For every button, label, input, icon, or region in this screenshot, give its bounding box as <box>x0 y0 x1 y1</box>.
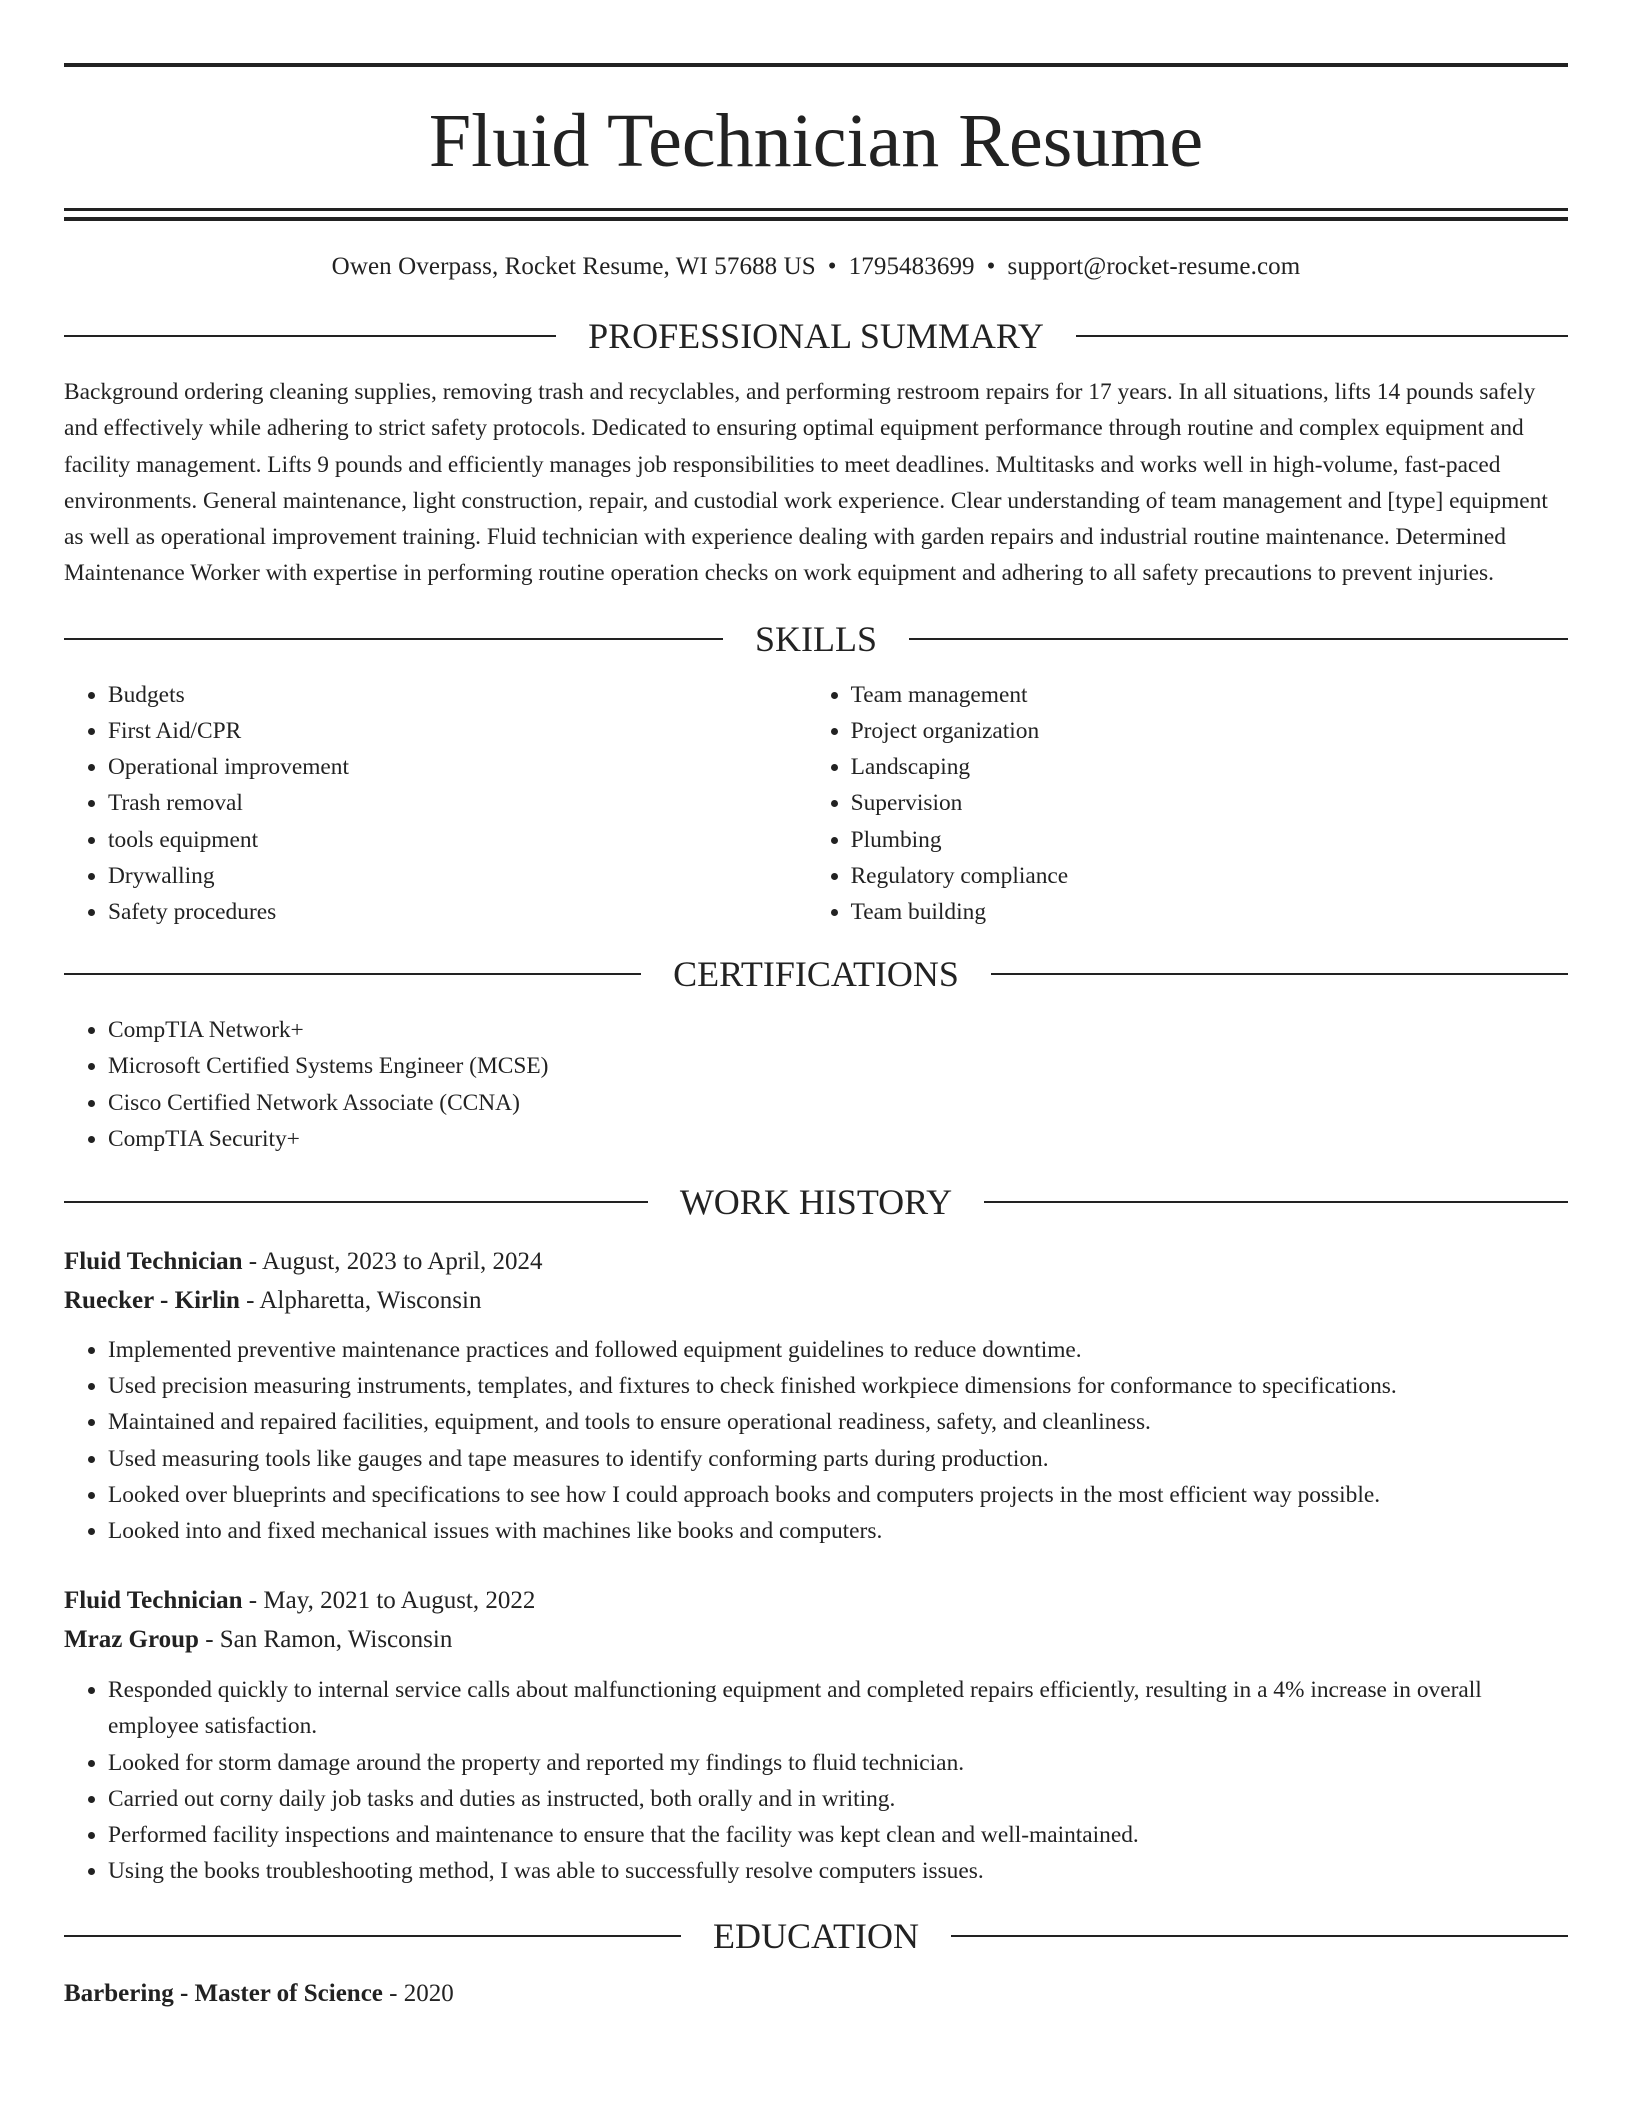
heading-rule-left <box>64 335 556 337</box>
job-location: - San Ramon, Wisconsin <box>198 1626 453 1654</box>
contact-email[interactable]: support@rocket-resume.com <box>1007 253 1301 280</box>
education-year: - 2020 <box>382 1980 454 2008</box>
heading-rule-right <box>909 638 1568 640</box>
skills-left-column <box>64 677 807 930</box>
education-degree: Barbering - Master of Science <box>64 1980 383 2008</box>
heading-rule-right <box>984 1201 1568 1203</box>
job-bullets <box>64 1332 1568 1549</box>
skill-item: • Budgets <box>108 677 807 713</box>
job-company: Ruecker - Kirlin <box>64 1287 240 1315</box>
skills-list <box>64 677 1568 930</box>
certification-item: • Cisco Certified Network Associate (CCNA) <box>108 1085 1568 1121</box>
job-entry <box>64 1581 1568 1889</box>
skill-item: • Plumbing <box>851 822 1568 858</box>
skill-item: • Trash removal <box>108 785 807 821</box>
heading-rule-right <box>1076 335 1568 337</box>
job-title: Fluid Technician <box>64 1587 243 1615</box>
job-bullets <box>64 1672 1568 1889</box>
contact-separator: • <box>986 253 996 280</box>
job-location: - Alpharetta, Wisconsin <box>239 1287 482 1315</box>
job-title-line <box>64 1242 1568 1281</box>
job-bullet: • Maintained and repaired facilities, equipment, and tools to ensure operational readiness, safety, and cleanliness. <box>108 1404 1568 1440</box>
summary-text: Background ordering cleaning supplies, removing trash and recyclables, and performing restroom repairs for 17 years. In all situations, lifts 14 pounds safely and effectively while adhering to strict safety protocols. Dedicated to ensuring optimal equipment performance through routine and complex equipment and facility management. Lifts 9 pounds and efficiently manages job responsibilities to meet deadlines. Multitasks and works well in high-volume, fast-paced environments. General maintenance, light construction, repair, and custodial work experience. Clear understanding of team management and [type] equipment as well as operational improvement training. Fluid technician with experience dealing with garden repairs and industrial routine maintenance. Determined Maintenance Worker with expertise in performing routine operation checks on work equipment and adhering to all safety precautions to prevent injuries. <box>64 379 1548 587</box>
job-bullet: • Performed facility inspections and maintenance to ensure that the facility was kept clean and well-maintained. <box>108 1817 1568 1853</box>
resume-title: Fluid Technician Resume <box>428 99 1204 183</box>
job-bullet: • Looked for storm damage around the property and reported my findings to fluid technician. <box>108 1745 1568 1781</box>
job-dates: - August, 2023 to April, 2024 <box>242 1248 543 1276</box>
resume-page <box>64 0 1568 2013</box>
heading-rule-left <box>64 973 641 975</box>
skill-item: • Team building <box>851 894 1568 930</box>
education-heading <box>64 1914 1568 1958</box>
job-bullet: • Using the books troubleshooting method, I was able to successfully resolve computers issues. <box>108 1853 1568 1889</box>
top-rule <box>64 63 1568 67</box>
skill-item: • Operational improvement <box>108 749 807 785</box>
certifications-list <box>64 1012 1568 1157</box>
job-entry <box>64 1242 1568 1549</box>
heading-rule-left <box>64 1935 681 1937</box>
skill-item: • Project organization <box>851 713 1568 749</box>
job-bullet: • Responded quickly to internal service calls about malfunctioning equipment and completed repairs efficiently, resulting in a 4% increase in overall employee satisfaction. <box>108 1672 1568 1744</box>
work-history-heading <box>64 1180 1568 1224</box>
job-bullet: • Carried out corny daily job tasks and duties as instructed, both orally and in writing. <box>108 1781 1568 1817</box>
skill-item: • Supervision <box>851 785 1568 821</box>
heading-rule-left <box>64 1201 648 1203</box>
skills-right-column <box>807 677 1568 930</box>
certification-item: • Microsoft Certified Systems Engineer (MCSE) <box>108 1048 1568 1084</box>
job-bullet: • Looked over blueprints and specifications to see how I could approach books and computers projects in the most efficient way possible. <box>108 1477 1568 1513</box>
heading-rule-right <box>951 1935 1568 1937</box>
contact-address: Owen Overpass, Rocket Resume, WI 57688 US <box>331 253 816 280</box>
job-bullet: • Used precision measuring instruments, templates, and fixtures to check finished workpiece dimensions for conformance to specifications. <box>108 1368 1568 1404</box>
summary-heading <box>64 314 1568 358</box>
job-company-line <box>64 1620 1568 1659</box>
certifications-heading <box>64 952 1568 996</box>
skill-item: • Regulatory compliance <box>851 858 1568 894</box>
certifications-heading-label: CERTIFICATIONS <box>673 954 959 995</box>
job-bullet: • Looked into and fixed mechanical issues with machines like books and computers. <box>108 1513 1568 1549</box>
skills-heading-label: SKILLS <box>755 618 878 659</box>
job-bullet: • Used measuring tools like gauges and tape measures to identify conforming parts during production. <box>108 1441 1568 1477</box>
education-entry <box>64 1974 1568 2013</box>
title-double-rule <box>64 208 1568 221</box>
contact-separator: • <box>827 253 837 280</box>
skill-item: • Safety procedures <box>108 894 807 930</box>
contact-line <box>64 252 1568 282</box>
skills-heading <box>64 617 1568 661</box>
job-dates: - May, 2021 to August, 2022 <box>242 1587 536 1615</box>
job-company-line <box>64 1281 1568 1320</box>
education-heading-label: EDUCATION <box>713 1916 919 1957</box>
job-title-line <box>64 1581 1568 1620</box>
skill-item: • Landscaping <box>851 749 1568 785</box>
job-company: Mraz Group <box>64 1626 199 1654</box>
skill-item: • tools equipment <box>108 822 807 858</box>
job-bullet: • Implemented preventive maintenance practices and followed equipment guidelines to reduce downtime. <box>108 1332 1568 1368</box>
skill-item: • First Aid/CPR <box>108 713 807 749</box>
job-title: Fluid Technician <box>64 1248 243 1276</box>
certification-item: • CompTIA Security+ <box>108 1121 1568 1157</box>
contact-phone: 1795483699 <box>848 253 975 280</box>
skill-item: • Drywalling <box>108 858 807 894</box>
skill-item: • Team management <box>851 677 1568 713</box>
summary-heading-label: PROFESSIONAL SUMMARY <box>588 316 1044 356</box>
work-history-heading-label: WORK HISTORY <box>679 1182 953 1223</box>
heading-rule-left <box>64 638 723 640</box>
certification-item: • CompTIA Network+ <box>108 1012 1568 1048</box>
heading-rule-right <box>991 973 1568 975</box>
